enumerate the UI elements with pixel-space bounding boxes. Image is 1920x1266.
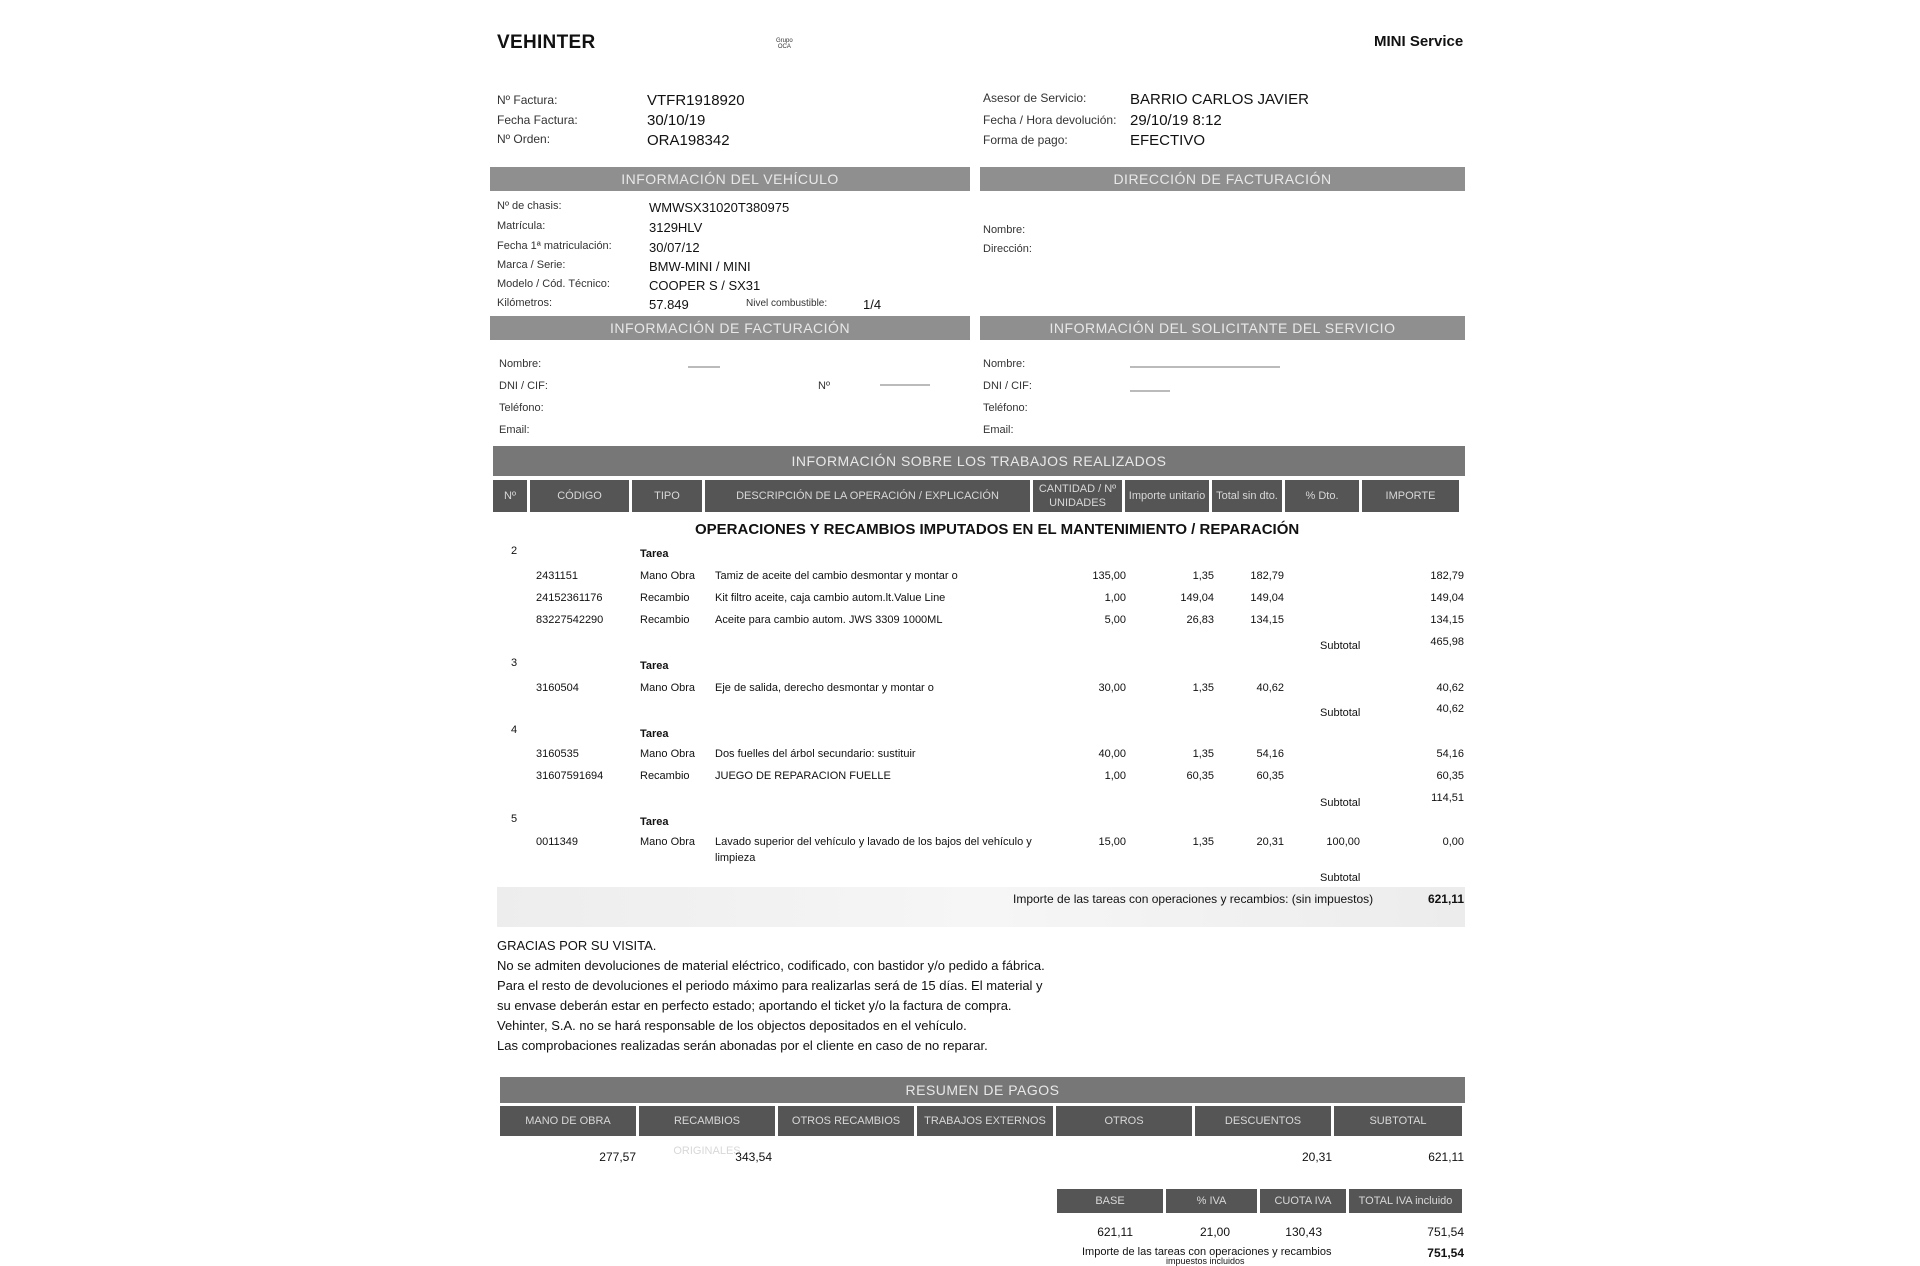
redacted-mark [1130, 390, 1170, 392]
row-desc-continued: limpieza [715, 852, 756, 864]
row-total: 20,31 [1256, 836, 1284, 848]
redacted-mark [1130, 366, 1280, 368]
final-total-value: 751,54 [1427, 1246, 1464, 1260]
tax-col-cuota: CUOTA IVA [1260, 1189, 1346, 1213]
section-facturacion: INFORMACIÓN DE FACTURACIÓN [490, 316, 970, 340]
note-line: Para el resto de devoluciones el periodo máximo para realizarlas será de 15 días. El material y [497, 978, 1043, 993]
tax-col-total: TOTAL IVA incluido [1349, 1189, 1462, 1213]
task-number: 5 [511, 813, 518, 825]
row-unit: 1,35 [1192, 748, 1214, 760]
row-total: 182,79 [1250, 570, 1284, 582]
row-total: 60,35 [1256, 770, 1284, 782]
row-total: 134,15 [1250, 614, 1284, 626]
factura-label: Nº Factura: [497, 93, 558, 107]
matricula-value: 3129HLV [649, 220, 703, 235]
orden-value: ORA198342 [647, 132, 730, 149]
task-number: 3 [511, 657, 518, 669]
col-importe-unitario: Importe unitario [1125, 480, 1209, 512]
billing-address-direccion-label: Dirección: [983, 243, 1032, 255]
pago-value: EFECTIVO [1130, 132, 1206, 149]
requester-email-label: Email: [983, 424, 1014, 436]
row-amount: 54,16 [1436, 748, 1464, 760]
row-amount: 149,04 [1430, 592, 1464, 604]
tax-col-base: BASE [1057, 1189, 1163, 1213]
row-code: 3160504 [536, 682, 579, 694]
row-amount: 134,15 [1430, 614, 1464, 626]
section-trabajos: INFORMACIÓN SOBRE LOS TRABAJOS REALIZADOS [493, 446, 1465, 476]
col-importe: IMPORTE [1362, 480, 1459, 512]
ops-title: OPERACIONES Y RECAMBIOS IMPUTADOS EN EL MANTENIMIENTO / REPARACIÓN [695, 521, 1300, 538]
billing-dni-label: DNI / CIF: [499, 380, 548, 392]
subtotal-value: 40,62 [1436, 703, 1464, 715]
note-line: No se admiten devoluciones de material eléctrico, codificado, con bastidor y/o pedido a fábrica. [497, 958, 1045, 973]
billing-nombre-label: Nombre: [499, 358, 542, 370]
billing-address-nombre-label: Nombre: [983, 224, 1026, 236]
modelo-value: COOPER S / SX31 [649, 278, 761, 293]
row-amount: 182,79 [1430, 570, 1464, 582]
tax-value: 21,00 [1199, 1225, 1230, 1239]
col-tipo: TIPO [632, 480, 702, 512]
summary-value: 277,57 [599, 1150, 636, 1164]
fecha-value: 30/10/19 [647, 112, 706, 129]
orden-label: Nº Orden: [497, 132, 551, 146]
subtotal-label: Subtotal [1320, 872, 1361, 884]
note-line: su envase deberán estar en perfecto estado; aportando el ticket y/o la factura de compra. [497, 998, 1012, 1013]
row-unit: 1,35 [1192, 682, 1214, 694]
fecha-label: Fecha Factura: [497, 113, 578, 127]
col-cantidad: CANTIDAD / Nº UNIDADES [1033, 480, 1122, 512]
tax-value: 130,43 [1285, 1225, 1322, 1239]
note-line: Las comprobaciones realizadas serán abonadas por el cliente en caso de no reparar. [497, 1038, 988, 1053]
col-total-sin-dto: Total sin dto. [1212, 480, 1282, 512]
row-unit: 26,83 [1186, 614, 1214, 626]
note-line: GRACIAS POR SU VISITA. [497, 938, 657, 953]
row-qty: 1,00 [1104, 770, 1126, 782]
row-unit: 1,35 [1192, 836, 1214, 848]
pago-label: Forma de pago: [983, 133, 1068, 147]
row-dto: 100,00 [1326, 836, 1360, 848]
final-total-label: Importe de las tareas con operaciones y recambios [1082, 1246, 1332, 1258]
requester-nombre-label: Nombre: [983, 358, 1026, 370]
row-type: Mano Obra [640, 748, 696, 760]
tax-value: 751,54 [1427, 1225, 1464, 1239]
billing-n-label: Nº [818, 380, 830, 392]
row-desc: Dos fuelles del árbol secundario: sustituir [715, 748, 916, 760]
marca-value: BMW-MINI / MINI [649, 259, 751, 274]
row-unit: 1,35 [1192, 570, 1214, 582]
km-value: 57.849 [649, 297, 689, 312]
row-qty: 15,00 [1098, 836, 1126, 848]
col-num: Nº [493, 480, 527, 512]
summary-col-recambios-originales: RECAMBIOS ORIGINALES [639, 1106, 775, 1136]
summary-col-otros: OTROS [1056, 1106, 1192, 1136]
summary-col-otros-recambios: OTROS RECAMBIOS [778, 1106, 914, 1136]
row-desc: Eje de salida, derecho desmontar y montar o [715, 682, 934, 694]
row-desc: Kit filtro aceite, caja cambio autom.lt.Value Line [715, 592, 946, 604]
task-number: 2 [511, 545, 518, 557]
subtotal-label: Subtotal [1320, 707, 1361, 719]
row-type: Mano Obra [640, 570, 696, 582]
modelo-label: Modelo / Cód. Técnico: [497, 278, 610, 290]
asesor-label: Asesor de Servicio: [983, 91, 1087, 105]
row-type: Mano Obra [640, 836, 696, 848]
summary-col-mano-obra: MANO DE OBRA [500, 1106, 636, 1136]
service-brand: MINI Service [1374, 33, 1464, 50]
row-unit: 60,35 [1186, 770, 1214, 782]
row-desc: JUEGO DE REPARACION FUELLE [715, 770, 891, 782]
summary-col-descuentos: DESCUENTOS [1195, 1106, 1331, 1136]
note-line: Vehinter, S.A. no se hará responsable de los objectos depositados en el vehículo. [497, 1018, 967, 1033]
col-dto: % Dto. [1285, 480, 1359, 512]
row-type: Mano Obra [640, 682, 696, 694]
chasis-value: WMWSX31020T380975 [649, 200, 790, 215]
factura-value: VTFR1918920 [647, 92, 745, 109]
row-qty: 1,00 [1104, 592, 1126, 604]
works-table-header [493, 480, 1459, 512]
final-total-label-2: impuestos incluidos [1166, 1256, 1245, 1266]
tax-value: 621,11 [1097, 1225, 1133, 1239]
row-qty: 135,00 [1092, 570, 1126, 582]
row-type: Recambio [640, 770, 690, 782]
task-number: 4 [511, 724, 518, 736]
requester-telefono-label: Teléfono: [983, 402, 1028, 414]
row-qty: 5,00 [1104, 614, 1126, 626]
asesor-value: BARRIO CARLOS JAVIER [1130, 91, 1309, 108]
subtotal-value: 465,98 [1430, 636, 1464, 648]
row-total: 40,62 [1256, 682, 1284, 694]
marca-label: Marca / Serie: [497, 259, 566, 271]
row-total: 149,04 [1250, 592, 1284, 604]
subtotal-label: Subtotal [1320, 797, 1361, 809]
section-resumen: RESUMEN DE PAGOS [500, 1077, 1465, 1103]
billing-email-label: Email: [499, 424, 530, 436]
col-descripcion: DESCRIPCIÓN DE LA OPERACIÓN / EXPLICACIÓN [705, 480, 1030, 512]
nivel-value: 1/4 [863, 297, 882, 312]
chasis-label: Nº de chasis: [497, 200, 562, 212]
row-code: 3160535 [536, 748, 579, 760]
fecha-matriculacion-value: 30/07/12 [649, 240, 700, 255]
devolucion-value: 29/10/19 8:12 [1130, 112, 1222, 129]
group-logo: Grupo OCA [776, 38, 793, 50]
section-direccion-facturacion: DIRECCIÓN DE FACTURACIÓN [980, 167, 1465, 191]
col-codigo: CÓDIGO [530, 480, 629, 512]
summary-value: 343,54 [735, 1150, 772, 1164]
row-unit: 149,04 [1180, 592, 1214, 604]
tasks-total-value: 621,11 [1427, 892, 1464, 906]
summary-value: 621,11 [1428, 1150, 1464, 1164]
summary-col-subtotal: SUBTOTAL [1334, 1106, 1462, 1136]
row-code: 24152361176 [536, 592, 603, 604]
subtotal-label: Subtotal [1320, 640, 1361, 652]
section-solicitante: INFORMACIÓN DEL SOLICITANTE DEL SERVICIO [980, 316, 1465, 340]
row-total: 54,16 [1256, 748, 1284, 760]
row-qty: 40,00 [1098, 748, 1126, 760]
billing-telefono-label: Teléfono: [499, 402, 544, 414]
row-type: Recambio [640, 592, 690, 604]
row-qty: 30,00 [1098, 682, 1126, 694]
nivel-label: Nivel combustible: [746, 298, 828, 309]
summary-col-trabajos-externos: TRABAJOS EXTERNOS [917, 1106, 1053, 1136]
row-code: 2431151 [536, 570, 579, 582]
task-label: Tarea [640, 660, 669, 672]
subtotal-value: 114,51 [1431, 792, 1464, 804]
devolucion-label: Fecha / Hora devolución: [983, 113, 1117, 127]
row-code: 83227542290 [536, 614, 604, 626]
task-label: Tarea [640, 816, 669, 828]
row-code: 31607591694 [536, 770, 604, 782]
row-amount: 0,00 [1442, 836, 1464, 848]
matricula-label: Matrícula: [497, 220, 546, 232]
row-amount: 40,62 [1436, 682, 1464, 694]
section-vehiculo: INFORMACIÓN DEL VEHÍCULO [490, 167, 970, 191]
fecha-matriculacion-label: Fecha 1ª matriculación: [497, 240, 612, 252]
row-amount: 60,35 [1436, 770, 1464, 782]
summary-value: 20,31 [1301, 1150, 1332, 1164]
row-desc: Lavado superior del vehículo y lavado de los bajos del vehículo y [715, 836, 1032, 848]
requester-dni-label: DNI / CIF: [983, 380, 1032, 392]
company-name: VEHINTER [497, 32, 596, 53]
km-label: Kilómetros: [497, 297, 553, 309]
row-desc: Aceite para cambio autom. JWS 3309 1000ML [715, 614, 943, 626]
tasks-total-label: Importe de las tareas con operaciones y recambios: (sin impuestos) [1013, 892, 1374, 906]
tax-header [1057, 1189, 1462, 1213]
tax-col-iva: % IVA [1166, 1189, 1257, 1213]
row-code: 0011349 [536, 836, 579, 848]
redacted-mark [688, 366, 720, 368]
row-desc: Tamiz de aceite del cambio desmontar y montar o [715, 570, 958, 582]
task-label: Tarea [640, 548, 669, 560]
row-type: Recambio [640, 614, 690, 626]
redacted-mark [880, 384, 930, 386]
task-label: Tarea [640, 728, 669, 740]
